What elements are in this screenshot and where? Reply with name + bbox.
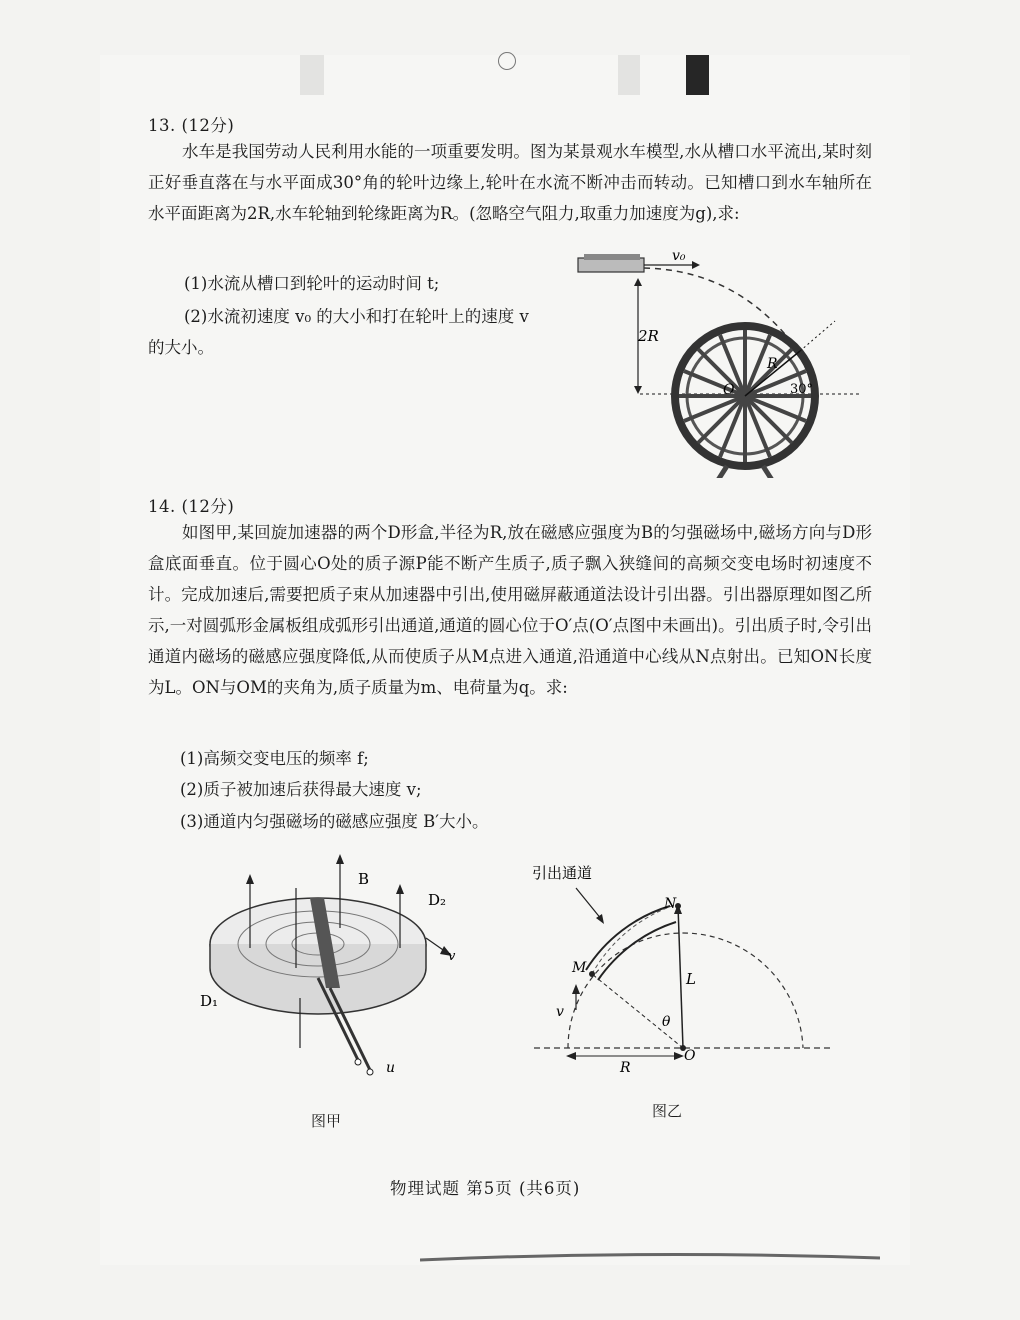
- n-label: N: [664, 896, 677, 912]
- m-label: M: [572, 960, 587, 976]
- binding-hole-icon: [498, 52, 516, 70]
- q13-sub1: (1)水流从槽口到轮叶的运动时间 t;: [184, 274, 440, 293]
- water-wheel: [675, 321, 835, 478]
- center-label: O: [723, 382, 735, 398]
- d1-label: D₁: [200, 992, 219, 1010]
- scan-mark-dark: [686, 55, 709, 95]
- b-label: B: [358, 870, 370, 888]
- v-label-a: v: [448, 949, 456, 964]
- theta-label: θ: [662, 1014, 671, 1030]
- extraction-channel-figure: [520, 860, 840, 1080]
- u-label: u: [386, 1060, 396, 1076]
- channel-label: 引出通道: [532, 864, 593, 882]
- v-label-b: v: [556, 1004, 564, 1020]
- radius-label: R: [767, 356, 778, 372]
- figure-b-caption: 图乙: [652, 1102, 683, 1120]
- scan-mark: [300, 55, 324, 95]
- q14-sub1: (1)高频交变电压的频率 f;: [180, 749, 369, 768]
- cyclotron-figure: [190, 848, 480, 1088]
- q14-title: 14. (12分): [148, 497, 235, 516]
- d2-label: D₂: [428, 891, 447, 909]
- o-label: O: [684, 1048, 696, 1064]
- trough: [578, 258, 644, 272]
- q14-sub3: (3)通道内匀强磁场的磁感应强度 B′大小。: [180, 812, 489, 831]
- scan-mark: [618, 55, 640, 95]
- angle-label: 30°: [790, 382, 814, 397]
- q14-sub2: (2)质子被加速后获得最大速度 v;: [180, 780, 422, 799]
- water-wheel-figure: [560, 238, 860, 478]
- q13-sub2b: 的大小。: [148, 338, 214, 357]
- q13-sub2a: (2)水流初速度 v₀ 的大小和打在轮叶上的速度 v: [184, 307, 529, 326]
- v0-label: v₀: [672, 248, 686, 264]
- page-footer: 物理试题 第5页 (共6页): [390, 1179, 581, 1198]
- r-label: R: [620, 1060, 631, 1076]
- q13-text: 水车是我国劳动人民利用水能的一项重要发明。图为某景观水车模型,水从槽口水平流出,某时刻正好垂直落在与水平面成30°角的轮叶边缘上,轮叶在水流不断冲击而转动。已知槽口到水车轴所在水平面距离为2R,水车轮轴到轮缘距离为R。(忽略空气阻力,取重力加速度为g),求:: [148, 142, 872, 223]
- q14-text: 如图甲,某回旋加速器的两个D形盒,半径为R,放在磁感应强度为B的匀强磁场中,磁场方向与D形盒底面垂直。位于圆心O处的质子源P能不断产生质子,质子飘入狭缝间的高频交变电场时初速度不计。完成加速后,需要把质子束从加速器中引出,使用磁屏蔽通道法设计引出器。引出器原理如图乙所示,一对圆弧形金属板组成弧形引出通道,通道的圆心位于O′点(O′点图中未画出)。引出质子时,令引出通道内磁场的磁感应强度降低,从而使质子从M点进入通道,沿通道中心线从N点射出。已知ON长度为L。ON与OM的夹角为,质子质量为m、电荷量为q。求:: [148, 523, 872, 697]
- q13-title: 13. (12分): [148, 116, 235, 135]
- page-curl: [420, 1252, 880, 1262]
- figure-a-caption: 图甲: [311, 1112, 342, 1130]
- height-label: 2R: [638, 327, 659, 345]
- l-label: L: [686, 970, 696, 988]
